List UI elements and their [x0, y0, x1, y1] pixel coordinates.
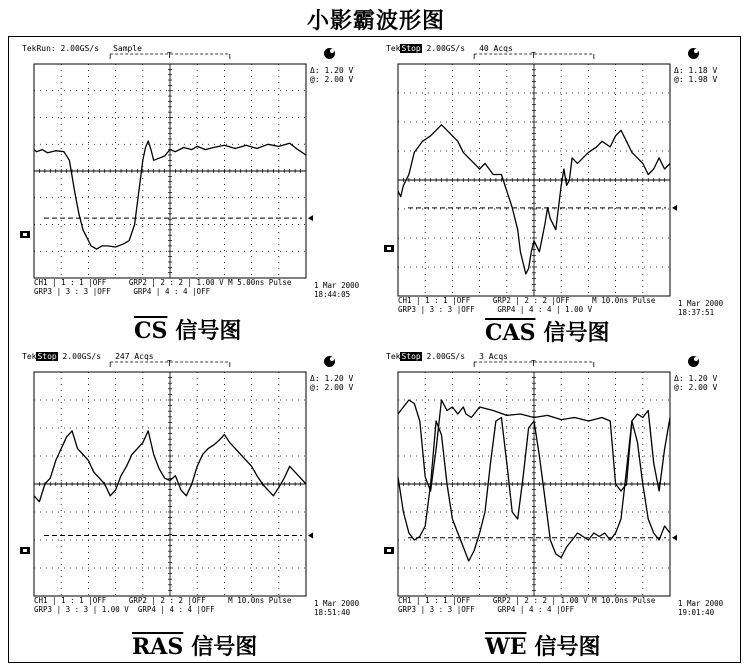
knob-icon: [688, 48, 699, 59]
timestamp: 1 Mar 2000 18:51:40: [314, 599, 360, 617]
cursor-readout: Δ: 1.20 V @: 2.00 V: [310, 66, 354, 84]
signal-name: $\overline{CAS}$: [485, 320, 536, 346]
signal-caption: [485, 316, 609, 347]
trigger-marker: T: [531, 359, 536, 368]
page-title: 小影霸波形图: [306, 9, 445, 34]
scope-header: [386, 44, 513, 53]
cursor-readout: Δ: 1.20 V @: 2.00 V: [310, 374, 354, 392]
cursor-readout: Δ: 1.18 V @: 1.98 V: [674, 66, 718, 84]
signal-caption: [134, 314, 241, 345]
sample-rate: 2.00GS/s: [421, 352, 466, 361]
signal-caption-suffix: 信号图: [191, 635, 258, 660]
channel-marker-icon: [20, 231, 30, 238]
signal-caption-suffix: 信号图: [175, 319, 242, 344]
signal-name: $\overline{RAS}$: [132, 634, 184, 660]
scope-panel-ras: [14, 354, 374, 662]
trigger-marker: T: [167, 359, 172, 368]
scope-header: [386, 352, 508, 361]
channel-marker-icon: [384, 245, 394, 252]
knob-icon: [688, 356, 699, 367]
signal-caption-suffix: 信号图: [543, 321, 610, 346]
scope-footer: CH1 | 1 : 1 |OFF GRP2 | 2 : 2 |OFF M 10.0ns Pulse GRP3 | 3 : 3 |OFF GRP4 | 4 : 4 | 1.00 V: [398, 296, 656, 314]
run-state: Run:: [36, 44, 56, 53]
signal-caption: [485, 630, 601, 661]
scope-footer: CH1 | 1 : 1 |OFF GRP2 | 2 : 2 |OFF M 10.0ns Pulse GRP3 | 3 : 3 | 1.00 V GRP4 | 4 : 4 |OFF: [34, 596, 292, 614]
scope-header: [22, 44, 142, 53]
acquisition-count: 40 Acqs: [479, 44, 513, 53]
scope-footer: CH1 | 1 : 1 |OFF GRP2 | 2 : 2 | 1.00 V M 10.0ns Pulse GRP3 | 3 : 3 |OFF GRP4 | 4 : 4 |OFF: [398, 596, 656, 614]
acquisition-count: 247 Acqs: [115, 352, 154, 361]
run-state: Stop: [401, 352, 421, 361]
scope-header: [22, 352, 154, 361]
timestamp: 1 Mar 2000 19:01:40: [678, 599, 724, 617]
trigger-marker: T: [167, 51, 172, 60]
cursor-arrow: [308, 533, 313, 539]
trigger-marker: T: [531, 51, 536, 60]
cursor-readout: Δ: 1.20 V @: 2.00 V: [674, 374, 718, 392]
acquisition-count: 3 Acqs: [479, 352, 508, 361]
channel-marker-icon: [384, 547, 394, 554]
cursor-arrow: [672, 205, 677, 211]
sample-rate: 2.00GS/s: [421, 44, 466, 53]
scope-panel-we: [380, 354, 740, 662]
sample-rate: 2.00GS/s: [57, 352, 102, 361]
timestamp: 1 Mar 2000 18:37:51: [678, 299, 724, 317]
brand-label: Tek: [22, 352, 37, 361]
brand-label: Tek: [386, 44, 401, 53]
scope-footer: CH1 | 1 : 1 |OFF GRP2 | 2 : 2 | 1.00 V M 5.00ns Pulse GRP3 | 3 : 3 |OFF GRP4 | 4 : 4 |OFF: [34, 278, 292, 296]
brand-label: Tek: [386, 352, 401, 361]
run-state: Stop: [401, 44, 421, 53]
signal-name: $\overline{CS}$: [134, 318, 168, 344]
signal-caption-suffix: 信号图: [534, 635, 601, 660]
scope-panel-cas: [380, 46, 740, 346]
sample-rate: 2.00GS/s: [55, 44, 100, 53]
timestamp: 1 Mar 2000 18:44:05: [314, 281, 360, 299]
signal-caption: [132, 630, 257, 661]
cursor-arrow: [308, 215, 313, 221]
scope-panel-cs: [14, 40, 374, 346]
brand-label: Tek: [22, 44, 37, 53]
channel-marker-icon: [20, 547, 30, 554]
knob-icon: [324, 48, 335, 59]
acquisition-count: Sample: [113, 44, 142, 53]
cursor-arrow: [672, 535, 677, 541]
run-state: Stop: [37, 352, 57, 361]
knob-icon: [324, 356, 335, 367]
signal-name: $\overline{WE}$: [485, 634, 527, 660]
